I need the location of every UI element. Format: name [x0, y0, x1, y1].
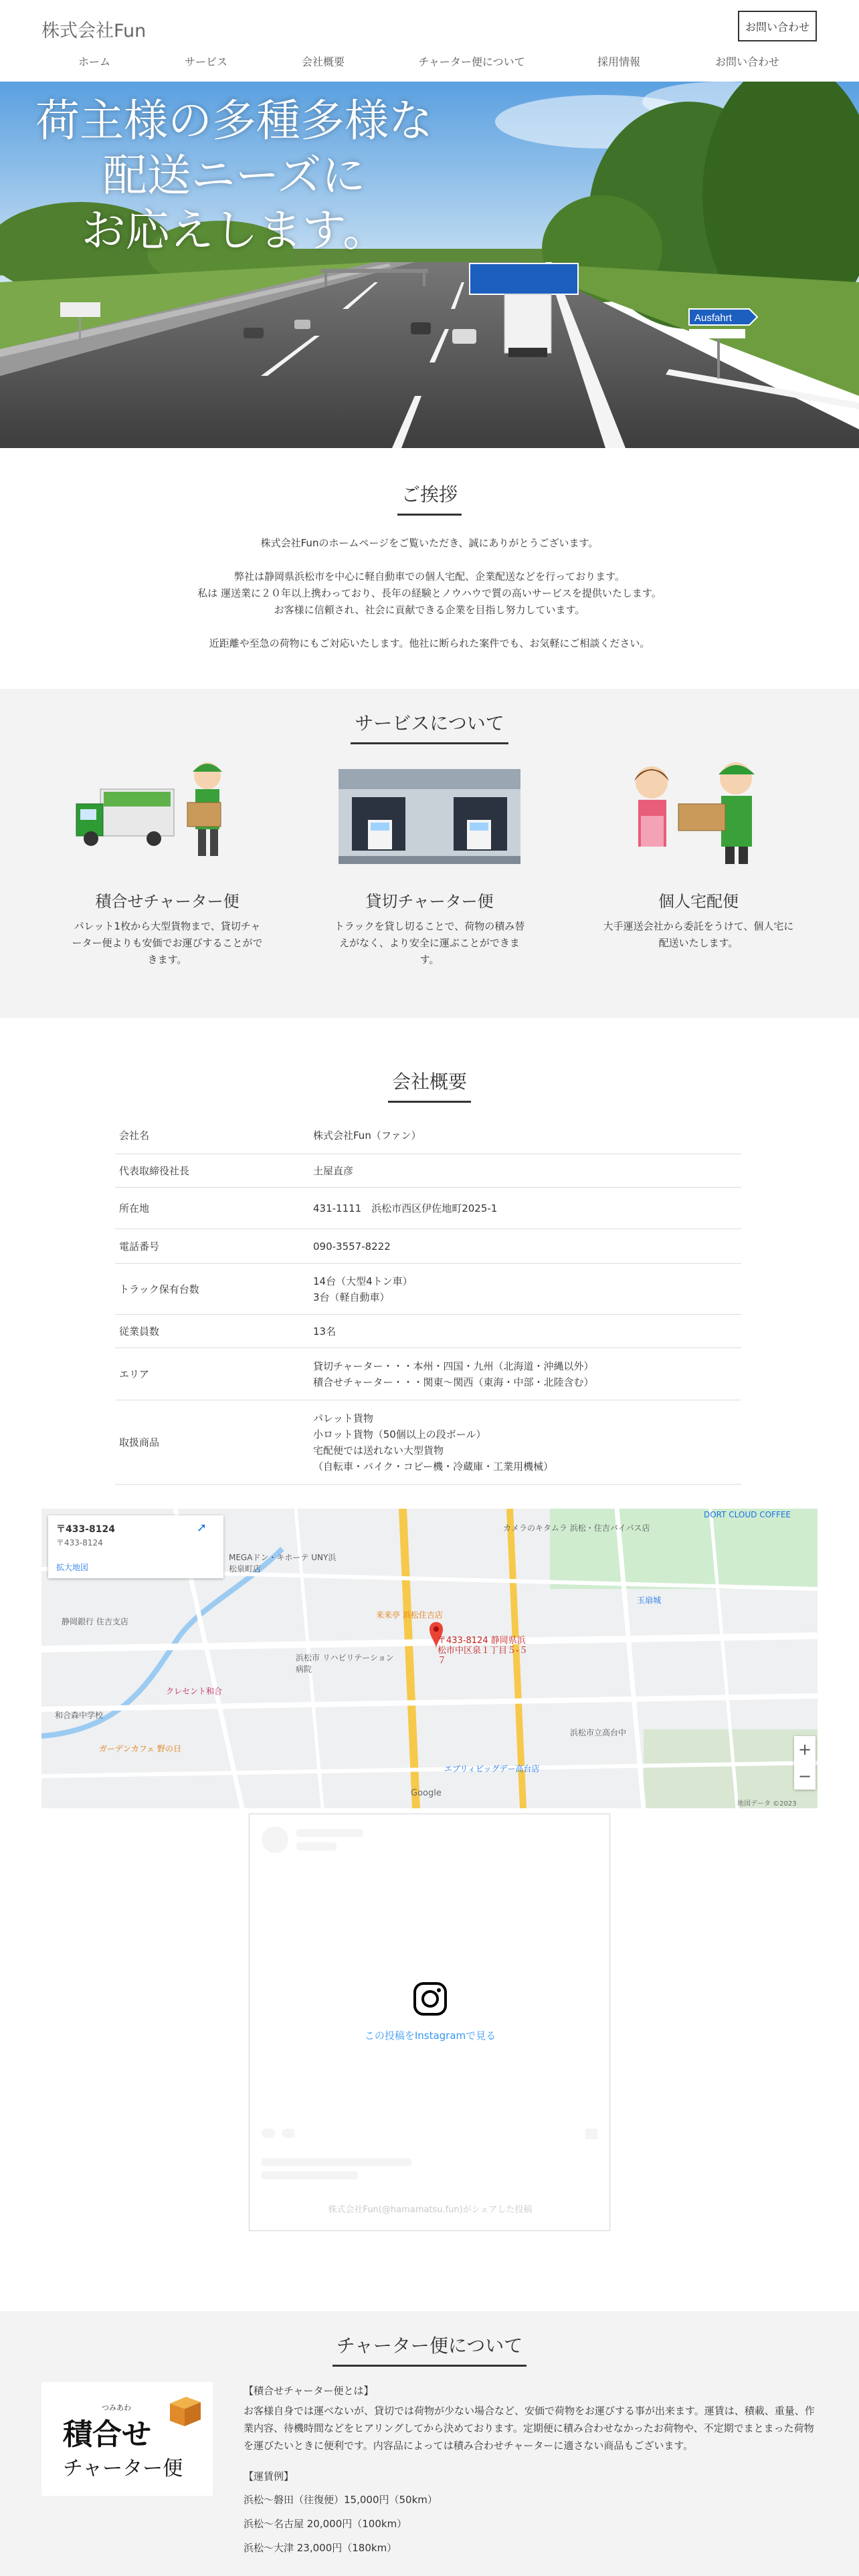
map-place[interactable]: 和合森中学校: [55, 1711, 104, 1720]
warehouse-trucks-icon: [329, 756, 530, 869]
greeting-p4: お客様に信頼され、社会に貢献できる企業を目指し努力しています。: [274, 604, 585, 616]
main-nav: [0, 53, 859, 71]
service-name: 個人宅配便: [658, 892, 739, 911]
truck-with-worker-icon: [67, 756, 268, 869]
table-row: 所在地 431-1111 浜松市西区伊佐地町2025-1: [115, 1188, 741, 1229]
map-place[interactable]: エブリィビッグデー高台店: [444, 1764, 540, 1774]
table-row: 電話番号 090-3557-8222: [115, 1229, 741, 1264]
zoom-in-button[interactable]: +: [797, 1740, 812, 1759]
table-row: 従業員数 13名: [115, 1315, 741, 1348]
google-map[interactable]: [41, 1509, 818, 1808]
service-name: 貸切チャーター便: [365, 892, 494, 911]
map-card-title: 〒433-8124: [56, 1524, 115, 1535]
map-place[interactable]: MEGAドン・キホーテ UNY浜松泉町店: [229, 1553, 337, 1574]
greeting-text: [0, 535, 859, 669]
charter-heading: 【積合せチャーター便とは】: [244, 2385, 374, 2397]
company-table: [115, 1117, 741, 1485]
logo-sub: チャーター便: [63, 2457, 183, 2480]
delivery-handover-icon: [598, 756, 799, 869]
hero-banner: [0, 82, 859, 448]
table-row: トラック保有台数 14台（大型4トン車） 3台（軽自動車）: [115, 1264, 741, 1315]
map-card-address: 〒433-8124: [56, 1538, 103, 1547]
service-card-home-delivery: [598, 756, 799, 952]
greeting-p2: 弊社は静岡県浜松市を中心に軽自動車での個人宅配、企業配送などを行っております。: [234, 570, 625, 582]
greeting-p5: 近距離や至急の荷物にもご対応いたします。他社に断られた案件でも、お気軽にご相談ください。: [209, 637, 650, 649]
nav-home[interactable]: ホーム: [78, 56, 111, 68]
exit-sign-text: Ausfahrt: [694, 312, 732, 324]
site-header: [0, 0, 859, 80]
nav-company[interactable]: 会社概要: [301, 56, 345, 68]
contact-button[interactable]: お問い合わせ: [738, 11, 817, 41]
nav-contact[interactable]: お問い合わせ: [714, 56, 780, 68]
placeholder-bar: [296, 1842, 337, 1850]
greeting-p3: 私は 運送業に２０年以上携わっており、長年の経験とノウハウで質の高いサービスを提供いたします。: [197, 587, 662, 599]
company-title: 会社概要: [0, 1067, 859, 1103]
bookmark-icon: [585, 2129, 597, 2139]
heart-icon: [262, 2129, 275, 2138]
cargo-box-icon: [166, 2393, 203, 2428]
charter-paragraph: お客様自身では運べないが、貸切では荷物が少ない場合など、安価で荷物をお運びする事が出来ます。運賃は、積載、重量、作業内容、待機時間などをヒアリングしてから決めております。定期便に積み合わせなかったお荷物や、不定期でまとまった荷物を運びたいときに便利です。内容品によっては積み合わせチャーターに適さない商品もございます。: [244, 2405, 815, 2452]
nav-services[interactable]: サービス: [184, 56, 228, 68]
brand-logo[interactable]: 株式会社Fun: [41, 21, 147, 41]
fare-example: 浜松〜磐田（往復便）15,000円（50km）: [244, 2494, 438, 2506]
service-desc: 大手運送会社から委託をうけて、個人宅に配送いたします。: [603, 920, 794, 949]
logo-main: 積合せ: [63, 2418, 151, 2452]
nav-recruit[interactable]: 採用情報: [597, 56, 641, 68]
instagram-embed[interactable]: [249, 1814, 610, 2231]
map-place[interactable]: 玉扇城: [637, 1596, 662, 1605]
table-row: 代表取締役社長 土屋直彦: [115, 1154, 741, 1188]
view-on-instagram-link[interactable]: この投稿をInstagramで見る: [364, 2030, 496, 2042]
hero-headline: [33, 94, 435, 258]
service-name: 積合せチャーター便: [95, 892, 240, 911]
logo-ruby: つみあわ: [102, 2403, 131, 2412]
greeting-title: ご挨拶: [0, 480, 859, 516]
map-attribution: 地図データ ©2023: [737, 1800, 797, 1808]
placeholder-bar: [262, 2158, 411, 2166]
instagram-icon: [413, 1981, 448, 2016]
service-card-consolidated: [67, 756, 268, 968]
services-section: [0, 689, 859, 1018]
map-place[interactable]: カメラのキタムラ 浜松・住吉バイパス店: [503, 1523, 650, 1533]
service-desc: パレット1枚から大型貨物まで、貸切チャーター便よりも安価でお運びすることができます。: [72, 920, 263, 966]
services-title: サービスについて: [0, 709, 859, 744]
map-pin-label: 〒433-8124 静岡県浜松市中区泉１丁目５-５７: [438, 1636, 528, 1666]
fare-example: 浜松〜名古屋 20,000円（100km）: [244, 2518, 407, 2530]
map-place[interactable]: 来来亭 浜松住吉店: [376, 1610, 443, 1620]
table-row: 会社名 株式会社Fun（ファン）: [115, 1117, 741, 1154]
map-zoom-controls: [794, 1736, 816, 1790]
map-place[interactable]: ガーデンカフェ 野の日: [99, 1744, 181, 1753]
google-logo: Google: [411, 1788, 442, 1798]
service-card-charter: [329, 756, 530, 968]
table-row: エリア 貸切チャーター・・・本州・四国・九州（北海道・沖縄以外） 積合せチャーター・・・関東〜関西（東海・中部・北陸含む）: [115, 1348, 741, 1400]
consolidated-charter-logo: [41, 2382, 213, 2496]
map-place[interactable]: 静岡銀行 住吉支店: [62, 1617, 128, 1626]
hero-line-1: 荷主様の多種多様な: [35, 95, 433, 146]
placeholder-bar: [262, 2171, 358, 2179]
charter-section: [0, 2311, 859, 2576]
fare-examples-title: 【運賃例】: [244, 2470, 294, 2482]
avatar: [262, 1826, 288, 1853]
hero-line-2: 配送ニーズに: [102, 150, 366, 201]
zoom-out-button[interactable]: −: [797, 1767, 812, 1786]
fare-example: 浜松〜大津 23,000円（180km）: [244, 2542, 397, 2554]
directions-icon[interactable]: ➚: [197, 1521, 207, 1535]
placeholder-bar: [296, 1829, 363, 1837]
map-enlarge-link[interactable]: 拡大地図: [56, 1563, 89, 1572]
service-desc: トラックを貸し切ることで、荷物の積み替えがなく、より安全に運ぶことができます。: [334, 920, 525, 966]
instagram-caption[interactable]: 株式会社Fun(@hamamatsu.fun)がシェアした投稿: [328, 2205, 533, 2215]
comment-icon: [282, 2129, 295, 2138]
greeting-p1: 株式会社Funのホームページをご覧いただき、誠にありがとうございます。: [260, 537, 599, 549]
charter-description: [244, 2382, 819, 2560]
map-place[interactable]: クレセント和合: [166, 1687, 223, 1696]
map-place[interactable]: 浜松市 リハビリテーション病院: [296, 1653, 394, 1674]
map-place[interactable]: DORT CLOUD COFFEE: [704, 1510, 791, 1519]
map-place[interactable]: 浜松市立高台中: [570, 1728, 627, 1737]
nav-charter[interactable]: チャーター便について: [418, 56, 525, 68]
hero-line-3: お応えします。: [81, 205, 387, 256]
charter-title: チャーター便について: [0, 2331, 859, 2367]
table-row: 取扱商品 パレット貨物 小ロット貨物（50個以上の段ボール） 宅配便では送れない大型貨物 （自転車・バイク・コピー機・冷蔵庫・工業用機械）: [115, 1400, 741, 1485]
